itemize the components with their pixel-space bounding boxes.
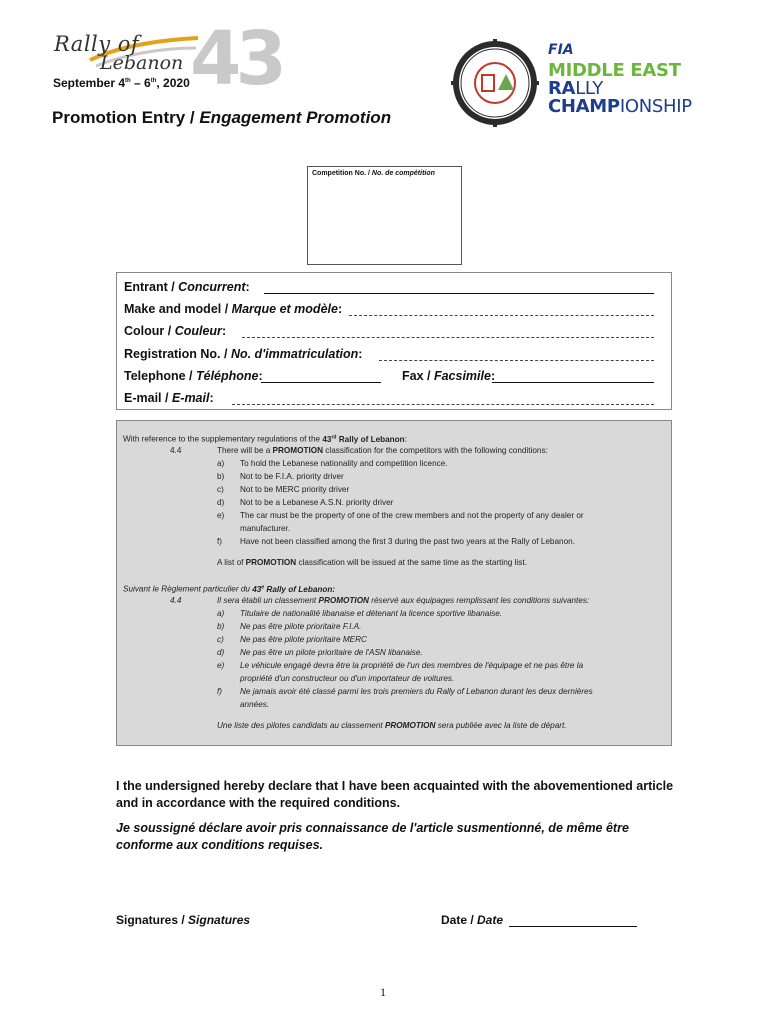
date-label: Date / Date [441,913,504,927]
make-model-label: Make and model / Marque et modèle: [124,302,343,316]
reg-fr-item: Le véhicule engagé devra être la propriété de l'un des membres de l'équipage et ne pas être la [240,661,584,670]
reg-fr-item-idx: d) [217,648,225,657]
reg-en-item-idx: d) [217,498,225,507]
email-label: E-mail / E-mail: [124,391,214,405]
reg-en-item: Not to be F.I.A. priority driver [240,472,344,481]
date-field[interactable] [509,926,637,927]
email-field[interactable] [232,404,654,405]
reg-en-item: To hold the Lebanese nationality and competition licence. [240,459,448,468]
reg-fr-article: Il sera établi un classement PROMOTION réservé aux équipages remplissant les conditions suivantes: [217,596,590,605]
competition-number-label: Competition No. / No. de compétition [312,170,435,177]
reg-en-item: The car must be the property of one of the crew members and not the property of any dealer or [240,511,584,520]
reg-fr-item: Ne jamais avoir été classé parmi les trois premiers du Rally of Lebanon durant les deux dernières [240,687,593,696]
logo-script-line1: Rally of [54,32,140,56]
reg-en-item: Have not been classified among the first 3 during the past two years at the Rally of Lebanon. [240,537,575,546]
reg-fr-intro: Suivant le Règlement particulier du 43e Rally of Lebanon: [123,584,336,594]
fax-field[interactable] [492,382,654,383]
reg-fr-item-cont: années. [240,700,270,709]
competition-number-box[interactable] [307,166,462,265]
reg-en-article-no: 4.4 [170,446,182,455]
reg-en-item-idx: b) [217,472,225,481]
colour-label: Colour / Couleur: [124,324,227,338]
entrant-details-box [116,272,672,410]
telephone-field[interactable] [261,382,381,383]
event-dates: September 4th – 6th, 2020 [53,76,190,90]
reg-fr-item-idx: a) [217,609,225,618]
reg-en-item-idx: a) [217,459,225,468]
reg-en-article: There will be a PROMOTION classification for the competitors with the following conditions: [217,446,548,455]
signatures-label: Signatures / Signatures [116,913,251,927]
merc-line-2: RALLY [548,78,603,99]
reg-fr-item: Ne pas être pilote prioritaire F.I.A. [240,622,362,631]
logo-script-line2: Lebanon [100,52,184,74]
reg-en-item-idx: f) [217,537,223,546]
reg-fr-item: Ne pas être un pilote prioritaire de l'ASN libanaise. [240,648,423,657]
reg-fr-item-idx: c) [217,635,224,644]
fia-badge: FIA [548,42,574,58]
telephone-label: Telephone / Téléphone: [124,369,263,383]
declaration-french: Je soussigné déclare avoir pris connaissance de l'article susmentionné, de même être conforme aux conditions requises. [116,821,629,852]
merc-line-3: CHAMPIONSHIP [548,96,692,117]
fax-label: Fax / Facsimile: [402,369,496,383]
fia-merc-logo [548,42,723,120]
make-model-field[interactable] [349,315,654,316]
reg-en-item: Not to be MERC priority driver [240,485,350,494]
reg-fr-item-idx: b) [217,622,225,631]
declaration-english: I the undersigned hereby declare that I have been acquainted with the abovementioned article and in accordance with the required conditions. [116,779,674,810]
reg-en-item: Not to be a Lebanese A.S.N. priority driver [240,498,394,507]
registration-field[interactable] [379,360,654,361]
reg-fr-item: Ne pas être pilote prioritaire MERC [240,635,367,644]
reg-fr-item-idx: e) [217,661,225,670]
reg-en-item-cont: manufacturer. [240,524,291,533]
merc-line-1: MIDDLE EAST [548,60,681,81]
page-number: 1 [380,985,386,999]
reg-en-intro: With reference to the supplementary regulations of the 43rd Rally of Lebanon: [123,434,407,444]
colour-field[interactable] [242,337,654,338]
page-title: Promotion Entry / Engagement Promotion [52,108,392,127]
edition-number: 43 [190,16,281,102]
reg-fr-item-idx: f) [217,687,223,696]
entrant-field[interactable] [264,293,654,294]
reg-fr-closing: Une liste des pilotes candidats au classement PROMOTION sera publiée avec la liste de départ. [217,721,567,730]
reg-en-item-idx: c) [217,485,224,494]
reg-en-closing: A list of PROMOTION classification will be issued at the same time as the starting list. [217,558,527,567]
atcl-seal-icon [450,38,540,128]
reg-fr-article-no: 4.4 [170,596,182,605]
registration-label: Registration No. / No. d'immatriculation: [124,347,363,361]
entrant-label: Entrant / Concurrent: [124,280,250,294]
regulations-box [116,420,672,746]
reg-fr-item: Titulaire de nationalité libanaise et détenant la licence sportive libanaise. [240,609,503,618]
reg-fr-item-cont: propriété d'un constructeur ou d'un importateur de voitures. [240,674,455,683]
reg-en-item-idx: e) [217,511,225,520]
